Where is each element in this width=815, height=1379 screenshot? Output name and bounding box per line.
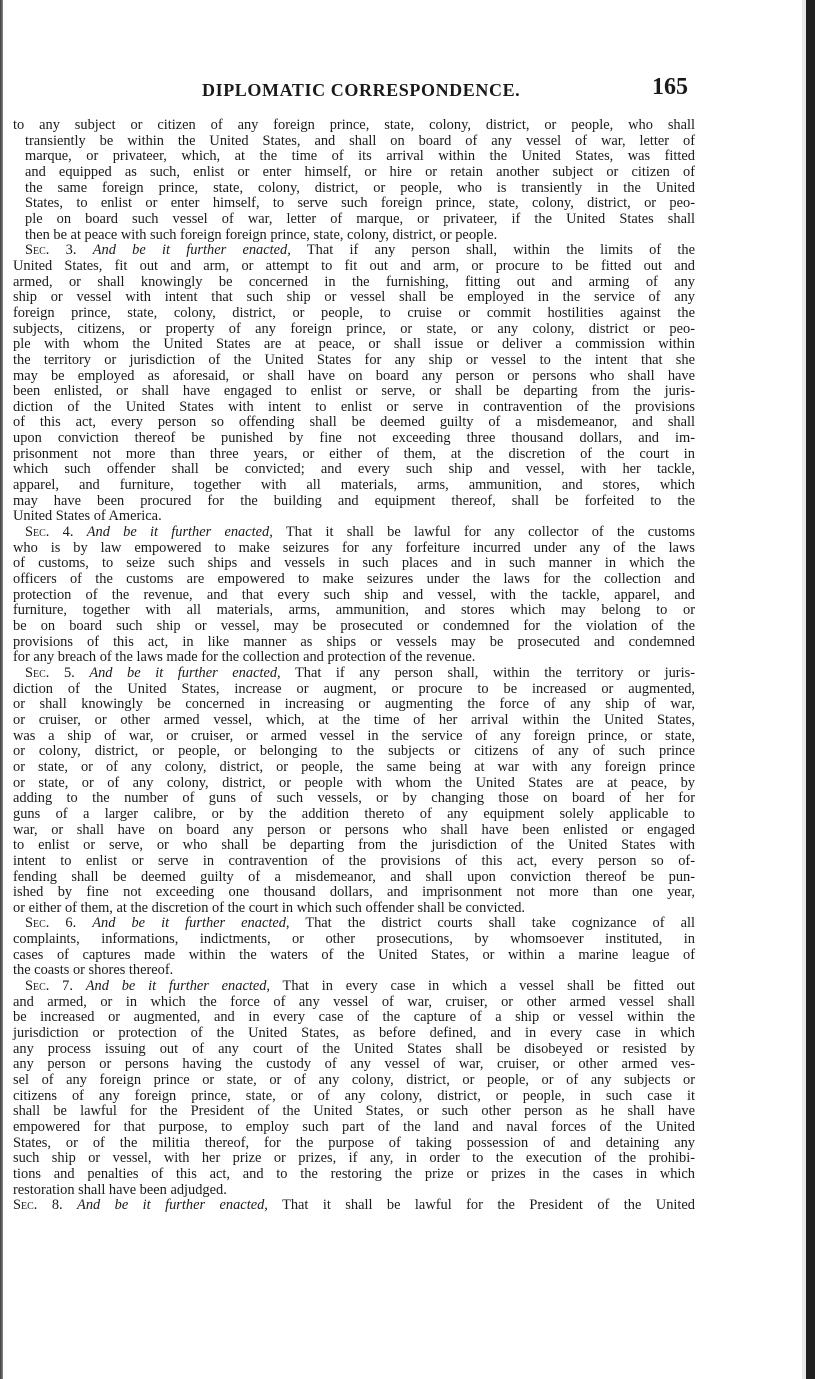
section-label: Sec. 5. xyxy=(25,664,75,681)
line-text: diction of the United States, increase or augment, or procure to be increased or augmented, xyxy=(13,680,695,697)
text-line xyxy=(5,932,695,948)
text-line xyxy=(5,666,695,682)
line-text: tions and penalties of this act, and to the restoring the prize or prizes in the cases in which xyxy=(13,1165,695,1182)
running-head: DIPLOMATIC CORRESPONDENCE. xyxy=(202,80,521,100)
text-line xyxy=(5,635,695,651)
text-line xyxy=(5,823,695,839)
text-line xyxy=(5,791,695,807)
line-text: protection of the revenue, and that every such ship and vessel, with the tackle, apparel, and xyxy=(13,586,695,603)
line-text: jurisdiction or protection of the United States, as before defined, and in every case in which xyxy=(13,1025,695,1042)
line-text: to enlist or serve, or who shall be departing from the jurisdiction of the United States with xyxy=(13,837,695,854)
line-text: or state, or of any colony, district, or people with whom the United States are at peace, by xyxy=(13,774,695,791)
text-line xyxy=(5,541,695,557)
line-text: the same foreign prince, state, colony, district, or people, who is transiently in the United xyxy=(25,179,695,196)
line-text: who is by law empowered to make seizures for any forfeiture incurred under any of the laws xyxy=(13,539,695,556)
text-line xyxy=(5,322,695,338)
text-line xyxy=(5,979,695,995)
line-text: the territory or jurisdiction of the United States for any ship or vessel to the intent that she xyxy=(13,351,695,368)
text-line xyxy=(5,1198,695,1214)
line-text: provisions of this act, in like manner as ships or vessels may be prosecuted and condemned xyxy=(13,633,695,650)
text-line xyxy=(5,149,695,165)
enacting-clause: And be it further enacted, xyxy=(86,524,273,541)
line-text: complaints, informations, indictments, or other prosecutions, by whomsoever instituted, in xyxy=(13,931,695,948)
line-text: officers of the customs are empowered to make seizures under the laws for the collection and xyxy=(13,571,695,588)
line-text: That the district courts shall take cognizance of all xyxy=(305,915,695,932)
line-text: or state, or of any colony, district, or people, the same being at war with any foreign prince xyxy=(13,758,695,775)
text-line xyxy=(5,228,695,244)
text-line xyxy=(5,1120,695,1136)
line-text: furniture, together with all materials, arms, ammunition, and stores which may belong to or xyxy=(13,602,695,619)
section-label: Sec. 6. xyxy=(25,915,77,932)
text-line xyxy=(5,995,695,1011)
page-header xyxy=(190,74,700,106)
line-text: cases of captures made within the waters of the United States, or within a marine league of xyxy=(13,946,695,963)
line-text: United States, fit out and arm, or attempt to fit out and arm, or procure to be fitted out and xyxy=(13,257,695,274)
text-line xyxy=(5,556,695,572)
line-text: diction of the United States with intent to enlist or serve in contravention of the provisions xyxy=(13,398,695,415)
line-text: or shall knowingly be concerned in increasing or augmenting the force of any ship of war, xyxy=(13,696,695,713)
text-line xyxy=(5,478,695,494)
text-line xyxy=(5,744,695,760)
line-text: transiently be within the United States, and shall on board of any vessel of war, letter of xyxy=(25,132,695,149)
line-text: That it shall be lawful for the President of the United xyxy=(282,1197,695,1214)
text-line xyxy=(5,494,695,510)
line-text: citizens of any foreign prince, state, or of any colony, district, or people, in such case it xyxy=(13,1087,695,1104)
text-line xyxy=(5,854,695,870)
text-line xyxy=(5,650,695,666)
line-text: fending shall be deemed guilty of a misdemeanor, and shall upon conviction thereof be pun- xyxy=(13,868,695,885)
line-text: restoration shall have been adjudged. xyxy=(13,1181,227,1198)
line-text: prisonment not more than three years, or either of them, at the discretion of the court in xyxy=(13,445,695,462)
line-text: or cruiser, or other armed vessel, which, at the time of her arrival within the United States, xyxy=(13,711,695,728)
text-line xyxy=(5,901,695,917)
enacting-clause: And be it further enacted, xyxy=(85,978,271,995)
text-line xyxy=(5,1026,695,1042)
line-text: States, or of the militia thereof, for the purpose of taking possession of and detaining any xyxy=(13,1134,695,1151)
line-text: may be employed as aforesaid, or shall have on board any person or persons who shall have xyxy=(13,367,695,384)
line-text: That it shall be lawful for any collector of the customs xyxy=(285,524,695,541)
enacting-clause: And be it further enacted, xyxy=(77,1197,268,1214)
text-line xyxy=(5,369,695,385)
text-line xyxy=(5,384,695,400)
page-number: 165 xyxy=(652,74,688,100)
line-text: which such offender shall be convicted; and every such ship and vessel, with her tackle, xyxy=(13,461,695,478)
line-text: marque, or privateer, which, at the time of its arrival within the United States, was fitted xyxy=(25,148,695,165)
text-line xyxy=(5,1089,695,1105)
text-line xyxy=(5,729,695,745)
section-label: Sec. 8. xyxy=(13,1197,63,1214)
text-line xyxy=(5,447,695,463)
text-line xyxy=(5,290,695,306)
text-line xyxy=(5,760,695,776)
line-text: adding to the number of guns of such vessels, or by changing those on board of her for xyxy=(13,790,695,807)
line-text: foreign prince, state, colony, district, or people, to cruise or commit hostilities against the xyxy=(13,304,695,321)
text-line xyxy=(5,619,695,635)
page-edge-left xyxy=(0,0,3,1379)
text-line xyxy=(5,196,695,212)
text-line xyxy=(5,603,695,619)
line-text: of customs, to seize such ships and vessels in such places and in such manner in which the xyxy=(13,555,695,572)
line-text: ple on board such vessel of war, letter of marque, or privateer, if the United States shall xyxy=(25,210,695,227)
line-text: to any subject or citizen of any foreign prince, state, colony, district, or people, who shall xyxy=(13,117,695,133)
line-text: or colony, district, or people, or belonging to the subjects or citizens of any of such prince xyxy=(13,743,695,760)
line-text: war, or shall have on board any person or persons who shall have been enlisted or engaged xyxy=(13,821,695,838)
document-body xyxy=(5,118,695,1214)
line-text: any person or persons having the custody of any vessel of war, cruiser, or other armed ves- xyxy=(13,1056,695,1073)
line-text: for any breach of the laws made for the collection and protection of the revenue. xyxy=(13,649,476,666)
line-text: or either of them, at the discretion of the court in which such offender shall be convicted. xyxy=(13,899,526,916)
text-line xyxy=(5,353,695,369)
text-line xyxy=(5,1104,695,1120)
text-line xyxy=(5,118,695,134)
line-text: been enlisted, or shall have engaged to enlist or serve, or shall be departing from the juris- xyxy=(13,383,695,400)
text-line xyxy=(5,243,695,259)
text-line xyxy=(5,134,695,150)
line-text: empowered for that purpose, to employ such part of the land and naval forces of the United xyxy=(13,1119,695,1135)
line-text: That in every case in which a vessel shall be fitted out xyxy=(282,978,695,995)
line-text: may have been procured for the building and equipment thereof, shall be forfeited to the xyxy=(13,492,695,509)
line-text: That if any person shall, within the limits of the xyxy=(306,242,695,259)
line-text: States, to enlist or enter himself, to serve such foreign prince, state, colony, district, or peo- xyxy=(25,195,695,212)
text-line xyxy=(5,697,695,713)
text-line xyxy=(5,1183,695,1199)
text-line xyxy=(5,337,695,353)
line-text: ished by fine not exceeding one thousand dollars, and imprisonment not more than one year, xyxy=(13,884,695,901)
text-line xyxy=(5,838,695,854)
text-line xyxy=(5,916,695,932)
text-line xyxy=(5,525,695,541)
text-line xyxy=(5,415,695,431)
page-edge-right xyxy=(806,0,815,1379)
text-line xyxy=(5,1136,695,1152)
text-line xyxy=(5,885,695,901)
text-line xyxy=(5,1010,695,1026)
text-line xyxy=(5,948,695,964)
enacting-clause: And be it further enacted, xyxy=(92,915,290,932)
section-label: Sec. 7. xyxy=(25,978,73,995)
text-line xyxy=(5,462,695,478)
text-line xyxy=(5,181,695,197)
text-line xyxy=(5,776,695,792)
line-text: be increased or augmented, and in every case of the capture of a ship or vessel within the xyxy=(13,1009,695,1026)
text-line xyxy=(5,870,695,886)
line-text: ple with whom the United States are at peace, or shall issue or deliver a commission within xyxy=(13,336,695,353)
text-line xyxy=(5,1057,695,1073)
line-text: ship or vessel with intent that such ship or vessel shall be employed in the service of any xyxy=(13,289,695,306)
text-line xyxy=(5,963,695,979)
line-text: intent to enlist or serve in contravention of the provisions of this act, every person so of- xyxy=(13,852,695,869)
text-line xyxy=(5,588,695,604)
text-line xyxy=(5,259,695,275)
line-text: upon conviction thereof be punished by fine not exceeding three thousand dollars, and im- xyxy=(13,430,695,447)
text-line xyxy=(5,212,695,228)
line-text: subjects, citizens, or property of any foreign prince, or state, or any colony, district or peo- xyxy=(13,320,695,337)
line-text: United States of America. xyxy=(13,508,162,525)
line-text: was a ship of war, or cruiser, or armed vessel in the service of any foreign prince, or state, xyxy=(13,727,695,744)
line-text: and equipped as such, enlist or enter himself, or hire or retain another subject or citizen of xyxy=(25,163,695,180)
line-text: guns of a larger calibre, or by the addition thereto of any equipment solely applicable to xyxy=(13,805,695,822)
text-line xyxy=(5,713,695,729)
line-text: That if any person shall, within the territory or juris- xyxy=(294,664,695,681)
text-line xyxy=(5,400,695,416)
line-text: then be at peace with such foreign foreign prince, state, colony, district, or people. xyxy=(25,226,498,243)
text-line xyxy=(5,306,695,322)
text-line xyxy=(5,682,695,698)
text-line xyxy=(5,807,695,823)
section-label: Sec. 4. xyxy=(25,524,74,541)
text-line xyxy=(5,275,695,291)
text-line xyxy=(5,431,695,447)
line-text: apparel, and furniture, together with all materials, arms, ammunition, and stores, which xyxy=(13,477,695,494)
line-text: be on board such ship or vessel, may be prosecuted or condemned for the violation of the xyxy=(13,618,695,634)
text-line xyxy=(5,1167,695,1183)
line-text: of this act, every person so offending shall be deemed guilty of a misdemeanor, and shall xyxy=(13,414,695,431)
line-text: any process issuing out of any court of the United States shall be disobeyed or resisted by xyxy=(13,1040,695,1057)
line-text: armed, or shall knowingly be concerned in the furnishing, fitting out and arming of any xyxy=(13,273,695,290)
line-text: shall be lawful for the President of the United States, or such other person as he shall have xyxy=(13,1103,695,1120)
text-line xyxy=(5,572,695,588)
text-line xyxy=(5,165,695,181)
text-line xyxy=(5,1042,695,1058)
section-label: Sec. 3. xyxy=(25,242,77,259)
text-line xyxy=(5,1073,695,1089)
line-text: and armed, or in which the force of any vessel of war, cruiser, or other armed vessel shall xyxy=(13,993,695,1010)
enacting-clause: And be it further enacted, xyxy=(89,664,281,681)
text-line xyxy=(5,509,695,525)
line-text: sel of any foreign prince or state, or of any colony, district, or people, or of any subjects or xyxy=(13,1072,695,1089)
text-line xyxy=(5,1151,695,1167)
line-text: the coasts or shores thereof. xyxy=(13,962,174,979)
line-text: such ship or vessel, with her prize or prizes, if any, in order to the execution of the prohibi- xyxy=(13,1150,695,1167)
enacting-clause: And be it further enacted, xyxy=(92,242,291,259)
